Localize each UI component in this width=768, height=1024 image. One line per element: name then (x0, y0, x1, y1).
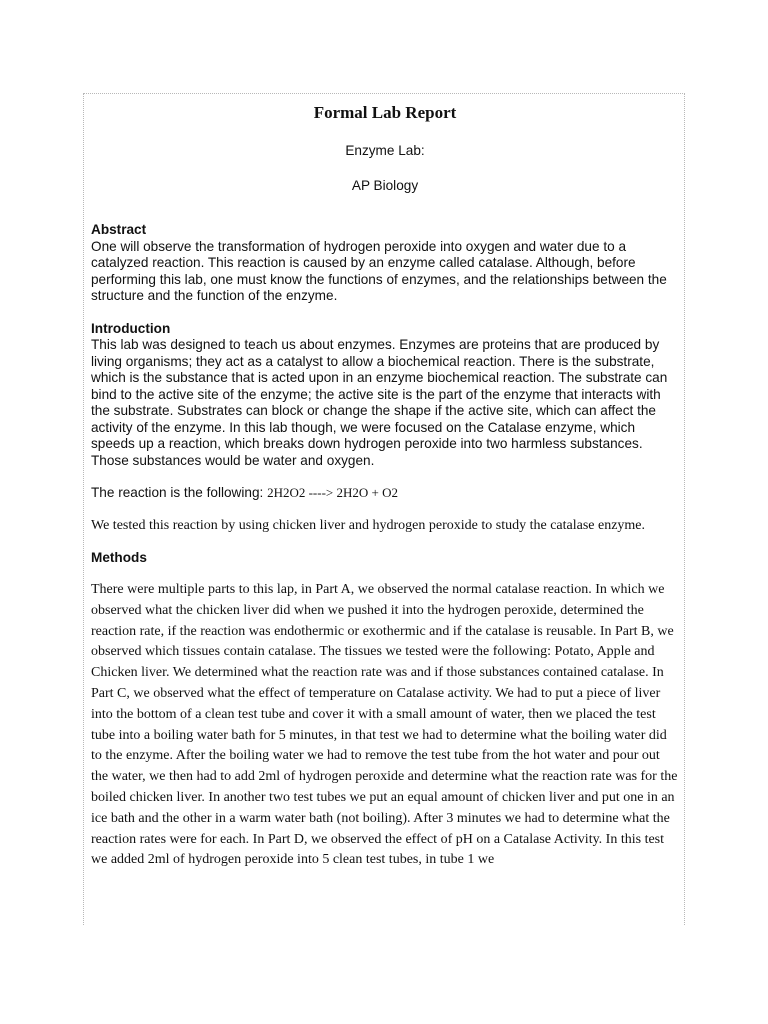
reaction-line (91, 485, 679, 502)
abstract-heading: Abstract (91, 222, 147, 237)
methods-heading: Methods (91, 549, 147, 565)
introduction-heading: Introduction (91, 320, 171, 336)
report-subtitle-course: AP Biology (351, 178, 419, 193)
abstract-paragraph: One will observe the transformation of hydrogen peroxide into oxygen and water due to a catalyzed reaction. This reaction is caused by an enzyme called catalase. Although, before performing this lab, one must know the functions of enzymes, and the relationships between the structure and the function of the enzyme. (91, 238, 667, 303)
report-title: Formal Lab Report (313, 103, 457, 122)
document-content (91, 94, 679, 871)
document-page (83, 93, 685, 925)
methods-paragraph: There were multiple parts to this lap, in Part A, we observed the normal catalase reaction. In which we observed what the chicken liver did when we pushed it into the hydrogen peroxide, determined the reaction rate, if the reaction was endothermic or exothermic and if the catalase is reusable. In Part B, we observed which tissues contain catalase. The tissues we tested were the following: Potato, Apple and Chicken liver. We determined what the reaction rate was and if those substances contained catalase. In Part C, we observed what the effect of temperature on Catalase activity. We had to put a piece of liver into the bottom of a clean test tube and cover it with a small amount of water, then we placed the test tube into a boiling water bath for 5 minutes, in that test we had to determine what the boiling water did to the enzyme. After the boiling water we had to remove the test tube from the hot water and pour out the water, we then had to add 2ml of hydrogen peroxide and determine what the reaction rate was for the boiled chicken liver. In another two test tubes we put an equal amount of chicken liver and put one in an ice bath and the other in a warm water bath (not boiling). After 3 minutes we had to determine what the reaction rates were for each. In Part D, we observed the effect of pH on a Catalase Activity. In this test we added 2ml of hydrogen peroxide into 5 clean test tubes, in tube 1 we (91, 582, 678, 868)
tested-paragraph: We tested this reaction by using chicken liver and hydrogen peroxide to study the catalase enzyme. (91, 517, 646, 533)
report-subtitle-lab: Enzyme Lab: (345, 143, 425, 158)
reaction-equation: 2H2O2 ----> 2H2O + O2 (267, 485, 398, 500)
reaction-label: The reaction is the following: (91, 485, 268, 500)
introduction-paragraph: This lab was designed to teach us about enzymes. Enzymes are proteins that are produced by living organisms; they act as a catalyst to allow a biochemical reaction. There is the substrate, which is the substance that is acted upon in an enzyme biochemical reaction. The substrate can bind to the active site of the enzyme; the active site is the part of the enzyme that interacts with the substrate. Substrates can block or change the shape if the active site, which can affect the activity of the enzyme. In this lab though, we were focused on the Catalase enzyme, which speeds up a reaction, which breaks down hydrogen peroxide into two harmless substances. Those substances would be water and oxygen. (91, 337, 668, 468)
